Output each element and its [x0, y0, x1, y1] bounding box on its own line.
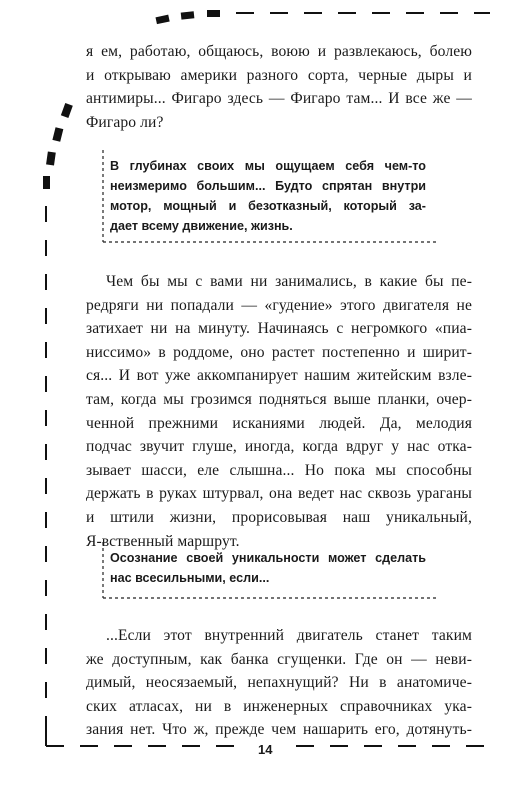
text-line: и штили жизни, прорисовывая наш уникальный, [86, 508, 472, 526]
paragraph-main [86, 270, 472, 553]
text-line: ченной прежними исканиями людей. Да, мелодия [86, 414, 472, 432]
text-line: ских атласах, ни в инженерных справочниках ука- [86, 697, 472, 715]
text-line: ся... И вот уже аккомпанирует нашим житейским взле- [86, 367, 472, 385]
text-line: антимиры... Фигаро здесь — Фигаро там... И все же — [86, 90, 472, 108]
callout-line: Осознание своей уникальности может сделать [110, 551, 426, 565]
text-line: держать в руках штурвал, она ведет нас сквозь ураганы [86, 485, 472, 503]
text-line: я ем, работаю, общаюсь, воюю и развлекаюсь, болею [86, 43, 472, 60]
text-line: затихает ни на минуту. Начинаясь с негромкого «пиа- [86, 320, 472, 338]
paragraph-intro [86, 40, 472, 134]
callout-quote-1 [110, 156, 426, 236]
text-line: подчас звучит глуше, иногда, когда вдруг у нас отка- [86, 438, 472, 456]
text-line: ниссимо» в роддоме, оно растет постепенно и ширит- [86, 343, 472, 361]
text-line: Я-вственный маршрут. [86, 532, 240, 550]
callout-line: дает всему движение, жизнь. [110, 219, 293, 233]
text-line: же доступным, как банка сгущенки. Где он — неви- [86, 650, 472, 668]
text-line: Фигаро ли? [86, 113, 164, 131]
callout-line: мотор, мощный и безотказный, который за- [110, 199, 426, 213]
callout-line: В глубинах своих мы ощущаем себя чем-то [110, 159, 426, 173]
callout-line: неизмеримо большим... Будто спрятан внутри [110, 179, 426, 193]
page-number: 14 [258, 742, 273, 757]
paragraph-closing [86, 624, 472, 742]
text-line: Чем бы мы с вами ни занимались, в какие бы пе- [106, 273, 472, 290]
text-line: и открываю америки разного сорта, черные дыры и [86, 66, 472, 84]
text-line: зания нет. Что ж, прежде чем нашарить его, дотянуть- [86, 721, 472, 739]
text-line: редряги ни попадали — «гудение» этого двигателя не [86, 296, 472, 314]
text-line: там, когда мы грозимся подняться выше планки, очер- [86, 390, 472, 408]
text-line: ...Если этот внутренний двигатель станет таким [106, 627, 472, 644]
callout-quote-2 [110, 548, 426, 588]
text-line: димый, неосязаемый, непахнущий? Ни в анатомиче- [86, 674, 472, 692]
callout-line: нас всесильными, если... [110, 571, 270, 585]
text-line: зывает шасси, еле слышна... Но пока мы способны [86, 461, 472, 479]
